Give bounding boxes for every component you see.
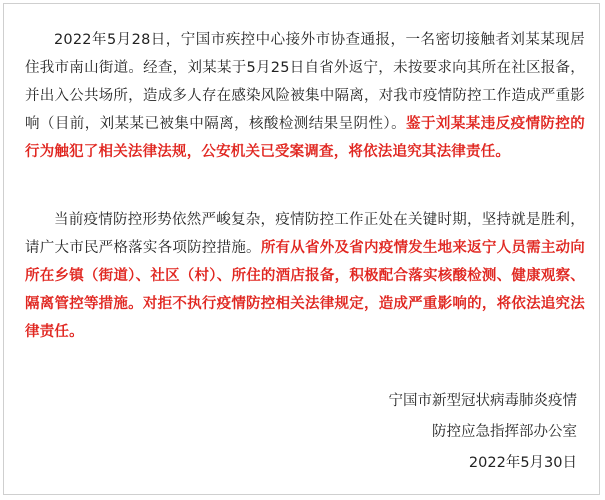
- paragraph-incident: [25, 26, 585, 166]
- signature-date: 2022年5月30日: [468, 455, 577, 471]
- paragraph-incident-text: 2022年5月28日，宁国市疾控中心接外市协查通报，一名密切接触者刘某某现居住我市南山街道。经查，刘某某于5月25日自省外返宁，未按要求向其所在社区报备，并出入公共场所，造成多人存在感染风险被集中隔离，对我市疫情防控工作造成严重影响（目前，刘某某已被集中隔离，核酸检测结果呈阴性）。: [25, 32, 585, 132]
- paragraph-measures-text: 当前疫情防控形势依然严峻复杂，疫情防控工作正处在关键时期，坚持就是胜利，请广大市民严格落实各项防控措施。: [25, 212, 585, 256]
- signature-org-line1: 宁国市新型冠状病毒肺炎疫情: [388, 393, 577, 409]
- notice-document: [3, 3, 600, 495]
- paragraph-measures: [25, 206, 585, 346]
- reporting-requirement-highlight: 所有从省外及省内疫情发生地来返宁人员需主动向所在乡镇（街道）、社区（村）、所住的酒店报备，积极配合落实核酸检测、健康观察、隔离管控等措施。对拒不执行疫情防控相关法律规定，造成严重影响的，将依法追究法律责任。: [25, 240, 585, 340]
- legal-warning-highlight: 鉴于刘某某违反疫情防控的行为触犯了相关法律法规，公安机关已受案调查，将依法追究其法律责任。: [25, 116, 585, 160]
- signature-org-line2: 防控应急指挥部办公室: [432, 424, 577, 440]
